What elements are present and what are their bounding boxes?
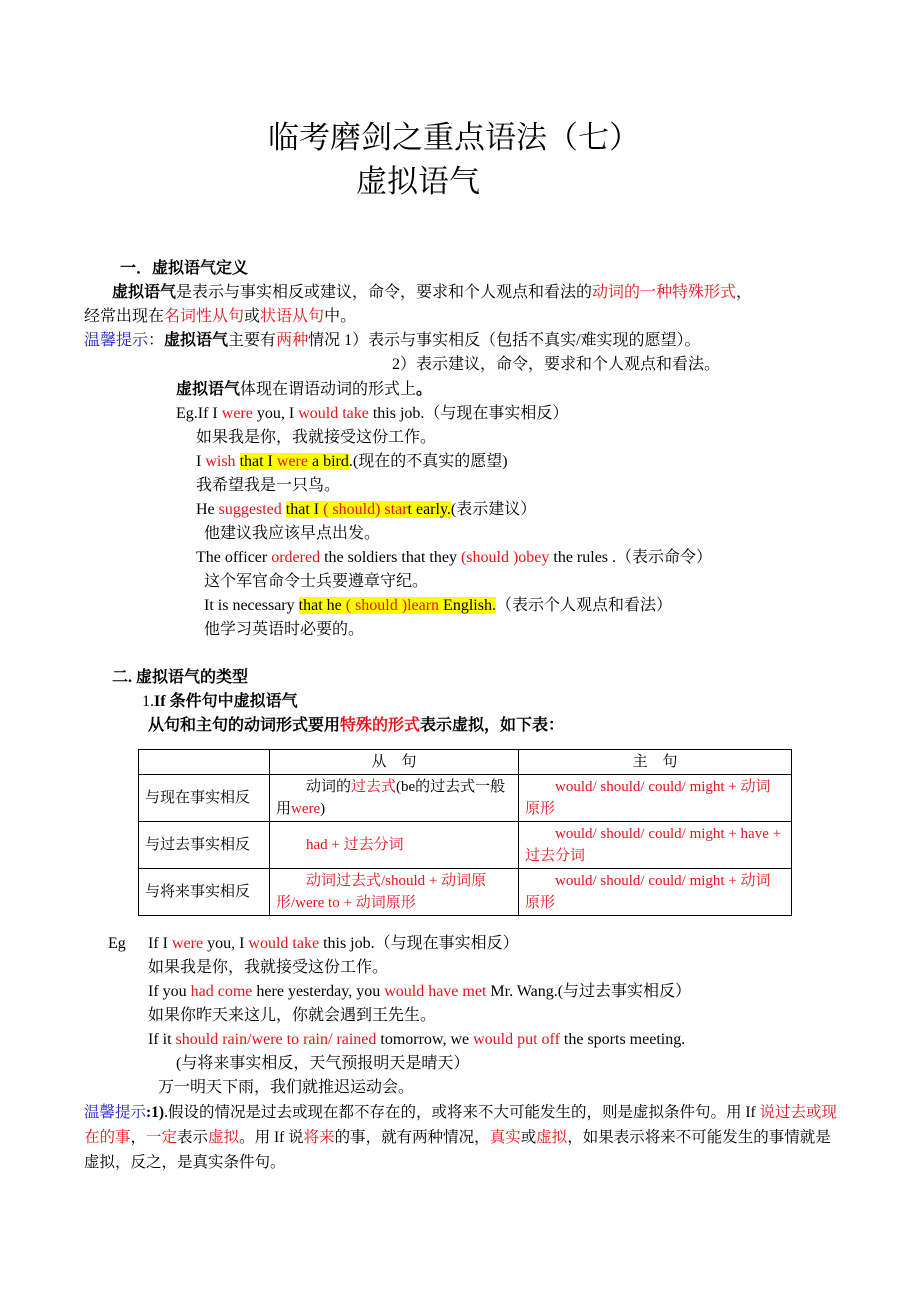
text: If it bbox=[148, 1031, 176, 1048]
example-2-translation: 我希望我是一只鸟。 bbox=[196, 477, 341, 494]
term: 虚拟语气 bbox=[112, 284, 177, 301]
verb: were bbox=[171, 935, 204, 952]
term: 虚拟语气 bbox=[164, 332, 229, 349]
eg-line-2 bbox=[148, 981, 691, 1003]
eg-label: Eg bbox=[108, 935, 126, 952]
text: 或 bbox=[244, 308, 261, 325]
definition-line1 bbox=[112, 282, 752, 304]
text: 体现在谓语动词的形式上 bbox=[240, 381, 417, 398]
term: If bbox=[154, 693, 166, 710]
highlighted-clause bbox=[299, 597, 496, 614]
definition-line2 bbox=[84, 306, 356, 328]
text: t early. bbox=[407, 501, 451, 518]
text: Mr. Wang.(与过去事实相反） bbox=[486, 983, 692, 1000]
eg-line-3 bbox=[148, 1029, 685, 1051]
verb: had come bbox=[190, 983, 253, 1000]
table-header-clause: 从 句 bbox=[270, 750, 519, 775]
table-row bbox=[139, 775, 792, 822]
text: If I bbox=[148, 935, 172, 952]
highlight-text: 状语从句 bbox=[260, 308, 325, 325]
text: I bbox=[196, 453, 206, 470]
text: that I bbox=[239, 453, 277, 470]
verb: would take bbox=[248, 935, 320, 952]
example-4 bbox=[196, 547, 712, 569]
highlight-text: 虚拟 bbox=[208, 1129, 240, 1146]
text: 。用 If 说 bbox=[239, 1129, 304, 1146]
text: English. bbox=[439, 597, 496, 614]
highlight-text: 名词性从句 bbox=[164, 308, 245, 325]
text: 主要有 bbox=[228, 332, 277, 349]
text: this job.（与现在事实相反） bbox=[368, 405, 569, 422]
table-header-empty bbox=[139, 750, 270, 775]
tip-paragraph bbox=[84, 1100, 844, 1175]
verb: 过去式 bbox=[351, 779, 397, 795]
clause-cell: had + 过去分词 bbox=[270, 822, 519, 869]
text: (表示建议） bbox=[450, 501, 537, 518]
text: 条件句中虚拟语气 bbox=[165, 693, 298, 710]
clause-cell bbox=[270, 775, 519, 822]
example-3 bbox=[196, 499, 536, 521]
text: 1. bbox=[142, 693, 154, 710]
eg-line-3-translation: 万一明天下雨，我们就推迟运动会。 bbox=[158, 1079, 415, 1096]
verb: would have met bbox=[384, 983, 487, 1000]
text: 表示 bbox=[177, 1129, 209, 1146]
eg-line-1-translation: 如果我是你，我就接受这份工作。 bbox=[148, 959, 389, 976]
highlight-text: 真实 bbox=[489, 1129, 521, 1146]
eg-line-3-note: (与将来事实相反，天气预报明天是晴天） bbox=[176, 1055, 470, 1072]
eg-line-2-translation: 如果你昨天来这儿，你就会遇到王先生。 bbox=[148, 1007, 437, 1024]
text: 动词的 bbox=[306, 779, 352, 795]
text: a bird bbox=[307, 453, 349, 470]
page-title: 临考磨剑之重点语法（七） bbox=[268, 120, 640, 156]
text: 表示虚拟，如下表： bbox=[420, 717, 565, 734]
text: 或 bbox=[520, 1129, 537, 1146]
text: tomorrow, we bbox=[376, 1031, 474, 1048]
text: the soldiers that they bbox=[320, 549, 461, 566]
highlight-text: 说过去或现在的事 bbox=[84, 1104, 838, 1146]
table-header-main: 主 句 bbox=[519, 750, 792, 775]
verb: suggested bbox=[218, 501, 282, 518]
text: that he bbox=[298, 597, 346, 614]
verb: were bbox=[276, 453, 308, 470]
text: 经常出现在 bbox=[84, 308, 165, 325]
tip-line2: 2）表示建议，命令，要求和个人观点和看法。 bbox=[392, 356, 721, 373]
text: ，如果表示将来不可能发生的事情就是虚拟，反之，是真实条件句。 bbox=[84, 1129, 831, 1171]
text: ， bbox=[736, 284, 753, 301]
example-5-translation: 他学习英语时必要的。 bbox=[204, 621, 365, 638]
row-label: 与过去事实相反 bbox=[139, 822, 270, 869]
verb: would put off bbox=[473, 1031, 560, 1048]
tip-label: 温馨提示 bbox=[84, 332, 149, 349]
text: (be的过去式一般用 bbox=[276, 779, 506, 817]
text: this job.（与现在事实相反） bbox=[319, 935, 519, 952]
row-label: 与将来事实相反 bbox=[139, 869, 270, 916]
subsection-heading bbox=[142, 691, 298, 713]
highlight-text: 一定 bbox=[146, 1129, 178, 1146]
page-subtitle: 虚拟语气 bbox=[356, 164, 480, 200]
example-5 bbox=[204, 595, 672, 617]
text: It is necessary bbox=[204, 597, 299, 614]
verb: (should )obey bbox=[460, 549, 550, 566]
main-cell: would/ should/ could/ might + have + 过去分词 bbox=[519, 822, 792, 869]
verb: were bbox=[221, 405, 253, 422]
text: （表示个人观点和看法） bbox=[495, 597, 672, 614]
highlighted-clause bbox=[286, 501, 451, 518]
text: the sports meeting. bbox=[559, 1031, 686, 1048]
row-label: 与现在事实相反 bbox=[139, 775, 270, 822]
text: ： bbox=[148, 332, 165, 349]
term: 虚拟语气 bbox=[176, 381, 241, 398]
text: the rules .（表示命令） bbox=[549, 549, 713, 566]
conditional-table bbox=[138, 749, 792, 916]
highlight-text: 虚拟 bbox=[536, 1129, 568, 1146]
highlight-text: 两种 bbox=[276, 332, 309, 349]
table-header-row bbox=[139, 750, 792, 775]
text: Eg.If I bbox=[176, 405, 222, 422]
text: that I bbox=[285, 501, 324, 518]
verb: ordered bbox=[271, 549, 321, 566]
text: :1) bbox=[146, 1104, 165, 1121]
highlight-text: 特殊的形式 bbox=[340, 717, 421, 734]
verb: were bbox=[291, 801, 321, 817]
example-4-translation: 这个军官命令士兵要遵章守纪。 bbox=[204, 573, 429, 590]
highlight-text: 动词的一种特殊形式 bbox=[592, 284, 737, 301]
text: 。 bbox=[416, 381, 433, 398]
text: 的事，就有两种情况， bbox=[334, 1129, 490, 1146]
eg-line-1 bbox=[148, 933, 519, 955]
text: .假设的情况是过去或现在都不存在的，或将来不大可能发生的，则是虚拟条件句。用 If bbox=[164, 1104, 760, 1121]
text: He bbox=[196, 501, 219, 518]
tip-line1 bbox=[84, 330, 701, 352]
form-line bbox=[176, 379, 432, 401]
text: ， bbox=[130, 1129, 147, 1146]
highlight-text: 将来 bbox=[303, 1129, 335, 1146]
section1-heading: 一．虚拟语气定义 bbox=[120, 260, 249, 277]
text: you, I bbox=[203, 935, 249, 952]
example-2 bbox=[196, 451, 508, 473]
verb: ( should )learn bbox=[345, 597, 440, 614]
verb: would take bbox=[298, 405, 369, 422]
table-row bbox=[139, 822, 792, 869]
tip-label: 温馨提示 bbox=[84, 1104, 147, 1121]
verb: wish bbox=[205, 453, 236, 470]
verb: ( should) star bbox=[323, 501, 408, 518]
text: The officer bbox=[196, 549, 272, 566]
text: 中。 bbox=[324, 308, 357, 325]
example-1-translation: 如果我是你，我就接受这份工作。 bbox=[196, 429, 437, 446]
example-1 bbox=[176, 403, 568, 425]
main-cell: would/ should/ could/ might + 动词原形 bbox=[519, 869, 792, 916]
text: ) bbox=[320, 801, 326, 817]
highlighted-clause bbox=[240, 453, 349, 470]
text: .(现在的不真实的愿望) bbox=[348, 453, 508, 470]
table-description bbox=[148, 715, 564, 737]
text: here yesterday, you bbox=[252, 983, 385, 1000]
example-3-translation: 他建议我应该早点出发。 bbox=[204, 525, 381, 542]
table-row bbox=[139, 869, 792, 916]
clause-cell: 动词过去式/should + 动词原形/were to + 动词原形 bbox=[270, 869, 519, 916]
verb: should rain/were to rain/ rained bbox=[175, 1031, 377, 1048]
text: 从句和主句的动词形式要用 bbox=[148, 717, 341, 734]
section2-heading: 二. 虚拟语气的类型 bbox=[112, 669, 249, 686]
text: 情况 1）表示与事实相反（包括不真实/难实现的愿望）。 bbox=[308, 332, 701, 349]
text: If you bbox=[148, 983, 191, 1000]
text: you, I bbox=[252, 405, 299, 422]
text: 是表示与事实相反或建议，命令，要求和个人观点和看法的 bbox=[176, 284, 593, 301]
main-cell: would/ should/ could/ might + 动词原形 bbox=[519, 775, 792, 822]
